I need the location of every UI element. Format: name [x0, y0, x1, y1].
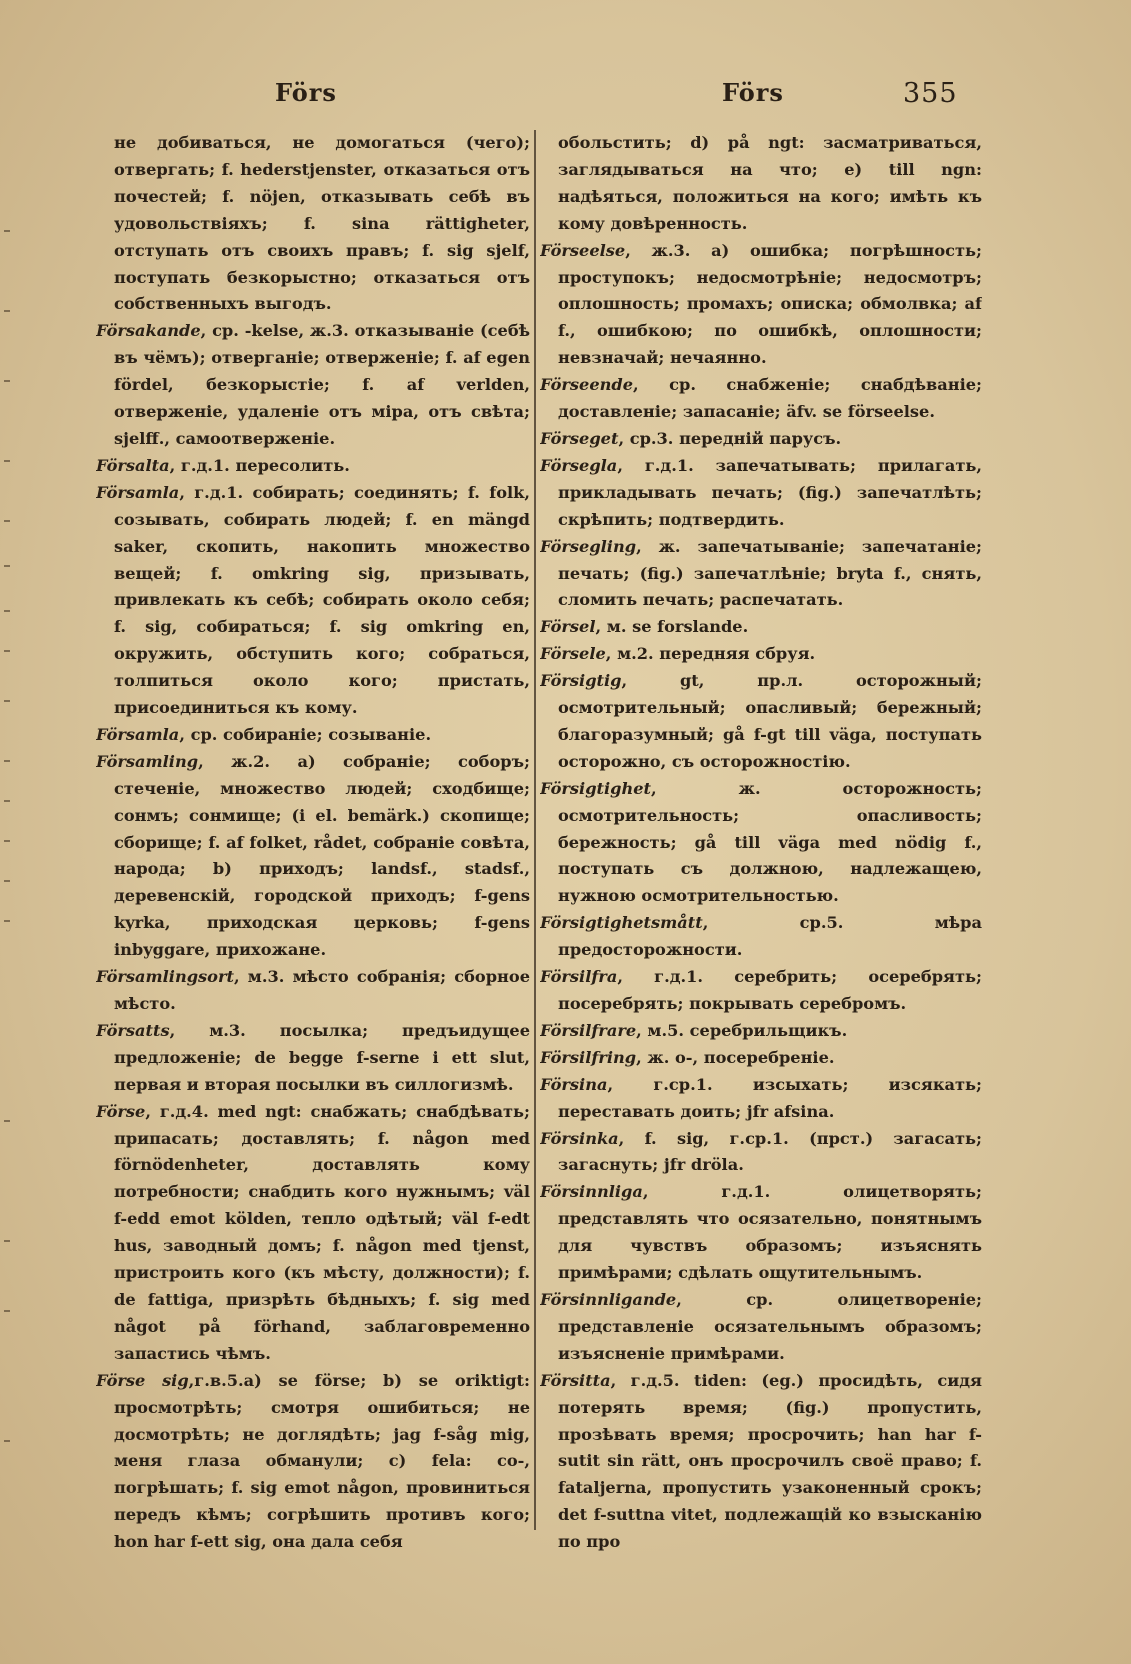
dictionary-entry	[540, 668, 982, 776]
dictionary-entry	[540, 238, 982, 373]
entry-text: не добиваться, не домогаться (чего); отвергать; f. hederstjenster, отказаться отъ почестей; f. nöjen, отказывать себѣ въ удовольствіяхъ; f. sina rättigheter, отступать отъ своихъ правъ; f. sig sjelf, поступать безкорыстно; отказаться отъ собственныхъ выгодъ.	[114, 133, 530, 314]
entry-text: , ж. запечатываніе; запечатаніе; печать; (fig.) запечатлѣніе; bryta f., снять, сломить печать; распечатать.	[558, 536, 982, 610]
entry-text: , ср. олицетвореніе; представленіе осязательнымъ образомъ; изъясненіе примѣрами.	[558, 1289, 982, 1363]
entry-text: , gt, пр.л. осторожный; осмотрительный; опасливый; бережный; благоразумный; gå f-gt till väga, поступать осторожно, съ осторожностію.	[558, 671, 982, 771]
entry-headword: Församla	[96, 724, 180, 744]
entry-headword: Förseelse	[540, 240, 626, 260]
entry-text: , г.д.5. tiden: (eg.) просидѣть, сидя потерять время; (fig.) пропустить, прозѣвать время; просрочить; han har f-sutit sin rätt, онъ просрочилъ своё право; f. fataljerna, пропустить узаконенный срокъ; det f-suttna vitet, подлежащій ко взысканію по про	[558, 1370, 982, 1552]
entry-headword: Församling	[96, 751, 199, 771]
dictionary-entry	[540, 1179, 982, 1287]
dictionary-entry	[540, 1018, 982, 1045]
entry-text: , м.5. серебрильщикъ.	[636, 1020, 848, 1040]
entry-headword: Försinka	[540, 1128, 619, 1148]
right-column	[540, 130, 982, 1640]
entry-text: , г.д.1. олицетворять; представлять что осязательно, понятнымъ для чувствъ образомъ; изъяснять примѣрами; сдѣлать ощутительнымъ.	[558, 1182, 982, 1283]
entry-headword: Förse	[96, 1101, 146, 1121]
entry-headword: Förseget	[540, 428, 619, 448]
entry-text: , г.д.1. серебрить; осеребрять; посеребрять; покрывать серебромъ.	[558, 967, 982, 1013]
dictionary-entry	[96, 453, 530, 480]
dictionary-entry	[540, 1126, 982, 1180]
dictionary-entry	[540, 910, 982, 964]
entry-headword: Församlingsort	[96, 967, 234, 987]
entry-text: , г.д.1. собирать; соединять; f. folk, созывать, собирать людей; f. en mängd saker, скопить, накопить множество вещей; f. omkring sig, призывать, привлекать къ себѣ; собирать около себя; f. sig, собираться; f. sig omkring en, окружить, обступить кого; собраться, толпиться около кого; пристать, присоединиться къ кому.	[114, 482, 530, 718]
entry-headword: Försalta	[96, 455, 170, 475]
entry-text: , м.3. посылка; предъидущее предложеніе; de begge f-serne i ett slut, первая и вторая посылки въ силлогизмѣ.	[114, 1020, 530, 1094]
dictionary-entry	[540, 372, 982, 426]
entry-text: , м.2. передняя сбруя.	[605, 644, 816, 664]
entry-headword: Försilfrare	[540, 1020, 637, 1040]
left-column	[96, 130, 530, 1640]
entry-text: , f. sig, г.ср.1. (прст.) загасать; загаснуть; jfr dröla.	[558, 1128, 982, 1175]
entry-headword: Förse sig	[96, 1370, 189, 1390]
left-running-head: Förs	[275, 78, 337, 107]
entry-text: , г.д.4. med ngt: снабжать; снабдѣвать; припасать; доставлять; f. någon med förnödenheter, доставлять кому потребности; снабдить кого нужнымъ; väl f-edd emot kölden, тепло одѣтый; väl f-edt hus, заводный домъ; f. någon med tjenst, пристроить кого (къ мѣсту, должности); f. de fattiga, призрѣть бѣдныхъ; f. sig med något på förhand, заблаговременно запастись чѣмъ.	[114, 1101, 530, 1363]
entry-text: , г.д.1. пересолить.	[169, 455, 350, 475]
entry-headword: Försinnligande	[540, 1289, 677, 1309]
dictionary-entry	[96, 318, 530, 453]
dictionary-entry	[540, 1287, 982, 1368]
dictionary-entry	[540, 614, 982, 641]
entry-headword: Försegling	[540, 536, 637, 556]
dictionary-entry	[540, 1045, 982, 1072]
dictionary-entry	[96, 964, 530, 1018]
entry-headword: Förseende	[540, 375, 634, 395]
entry-text: , ср. снабженіе; снабдѣваніе; доставленіе; запасаніе; äfv. se förseelse.	[558, 375, 982, 422]
entry-headword: Försele	[540, 644, 606, 664]
dictionary-entry	[96, 1018, 530, 1099]
entry-headword: Försegla	[540, 455, 618, 475]
dictionary-entry	[540, 1368, 982, 1556]
entry-continuation	[540, 130, 982, 238]
entry-headword: Försel	[540, 617, 596, 637]
dictionary-entry	[96, 1099, 530, 1368]
dictionary-entry	[540, 534, 982, 615]
entry-text: обольстить; d) på ngt: засматриваться, заглядываться на что; e) till ngn: надѣяться, положиться на кого; имѣть къ кому довѣренность.	[558, 133, 982, 233]
entry-headword: Försakande	[96, 321, 201, 341]
entry-headword: Försilfra	[540, 967, 618, 987]
entry-headword: Försatts	[96, 1020, 170, 1040]
entry-text: , г.ср.1. изсыхать; изсякать; переставать доить; jfr afsina.	[558, 1074, 982, 1121]
dictionary-entry	[96, 749, 530, 964]
dictionary-entry	[96, 480, 530, 722]
entry-text: ,г.в.5.a) se förse; b) se oriktigt: просмотрѣть; смотря ошибиться; не досмотрѣть; не доглядѣть; jag f-såg mig, меня глаза обманули; c) fela: со-, погрѣшать; f. sig emot någon, провиниться передъ кѣмъ; согрѣшить противъ кого; hon har f-ett sig, она дала себя	[114, 1370, 530, 1552]
entry-text: , ср. -kelse, ж.3. отказываніе (себѣ въ чёмъ); отверганіе; отверженіе; f. af egen fördel, безкорыстіе; f. af verlden, отверженіе, удаленіе отъ міра, отъ свѣта; sjelff., самоотверженіе.	[114, 321, 530, 448]
dictionary-entry	[540, 964, 982, 1018]
dictionary-entry	[540, 641, 982, 668]
entry-text: , ср. собираніе; созываніе.	[179, 724, 432, 744]
entry-text: , м. se forslande.	[595, 617, 749, 637]
entry-headword: Försilfring	[540, 1047, 637, 1067]
entry-text: , г.д.1. запечатывать; прилагать, прикладывать печать; (fig.) запечатлѣть; скрѣпить; подтвердить.	[558, 455, 982, 529]
right-running-head: Förs	[722, 78, 784, 107]
margin-marks	[0, 0, 20, 1664]
entry-text: , ж.3. a) ошибка; погрѣшность; проступокъ; недосмотрѣніе; недосмотръ; оплошность; промахъ; описка; обмолвка; af f., ошибкою; по ошибкѣ, оплошности; невзначай; нечаянно.	[558, 240, 982, 368]
entry-headword: Försigtighetsmått	[540, 913, 703, 933]
dictionary-entry	[540, 1072, 982, 1126]
entry-headword: Församla	[96, 482, 180, 502]
entry-text: , м.3. мѣсто собранія; сборное мѣсто.	[114, 967, 530, 1013]
entry-text: , ж. осторожность; осмотрительность; опасливость; бережность; gå till väga med nödig f., поступать съ должною, надлежащею, нужною осмотрительностью.	[558, 778, 982, 906]
dictionary-entry	[540, 776, 982, 911]
entry-text: , ж.2. a) собраніе; соборъ; стеченіе, множество людей; сходбище; сонмъ; сонмище; (i el. bemärk.) скопище; сборище; f. af folket, rådet, собраніе совѣта, народа; b) приходъ; landsf., stadsf., деревенскій, городской приходъ; f-gens kyrka, приходская церковь; f-gens inbyggare, прихожане.	[114, 751, 530, 960]
dictionary-entry	[540, 426, 982, 453]
entry-continuation	[96, 130, 530, 318]
page-header	[0, 78, 1131, 112]
entry-headword: Försina	[540, 1074, 608, 1094]
entry-headword: Försigtighet	[540, 778, 652, 798]
dictionary-entry	[96, 722, 530, 749]
dictionary-entry	[96, 1368, 530, 1556]
column-divider	[534, 130, 536, 1530]
entry-headword: Försitta	[540, 1370, 611, 1390]
entry-headword: Försigtig	[540, 671, 622, 691]
entry-headword: Försinnliga	[540, 1182, 643, 1202]
entry-text: , ср.3. передній парусъ.	[618, 428, 842, 448]
entry-text: , ж. о-, посеребреніе.	[636, 1047, 835, 1067]
entry-text: , ср.5. мѣра предосторожности.	[558, 913, 982, 960]
page-number: 355	[903, 78, 958, 109]
dictionary-entry	[540, 453, 982, 534]
